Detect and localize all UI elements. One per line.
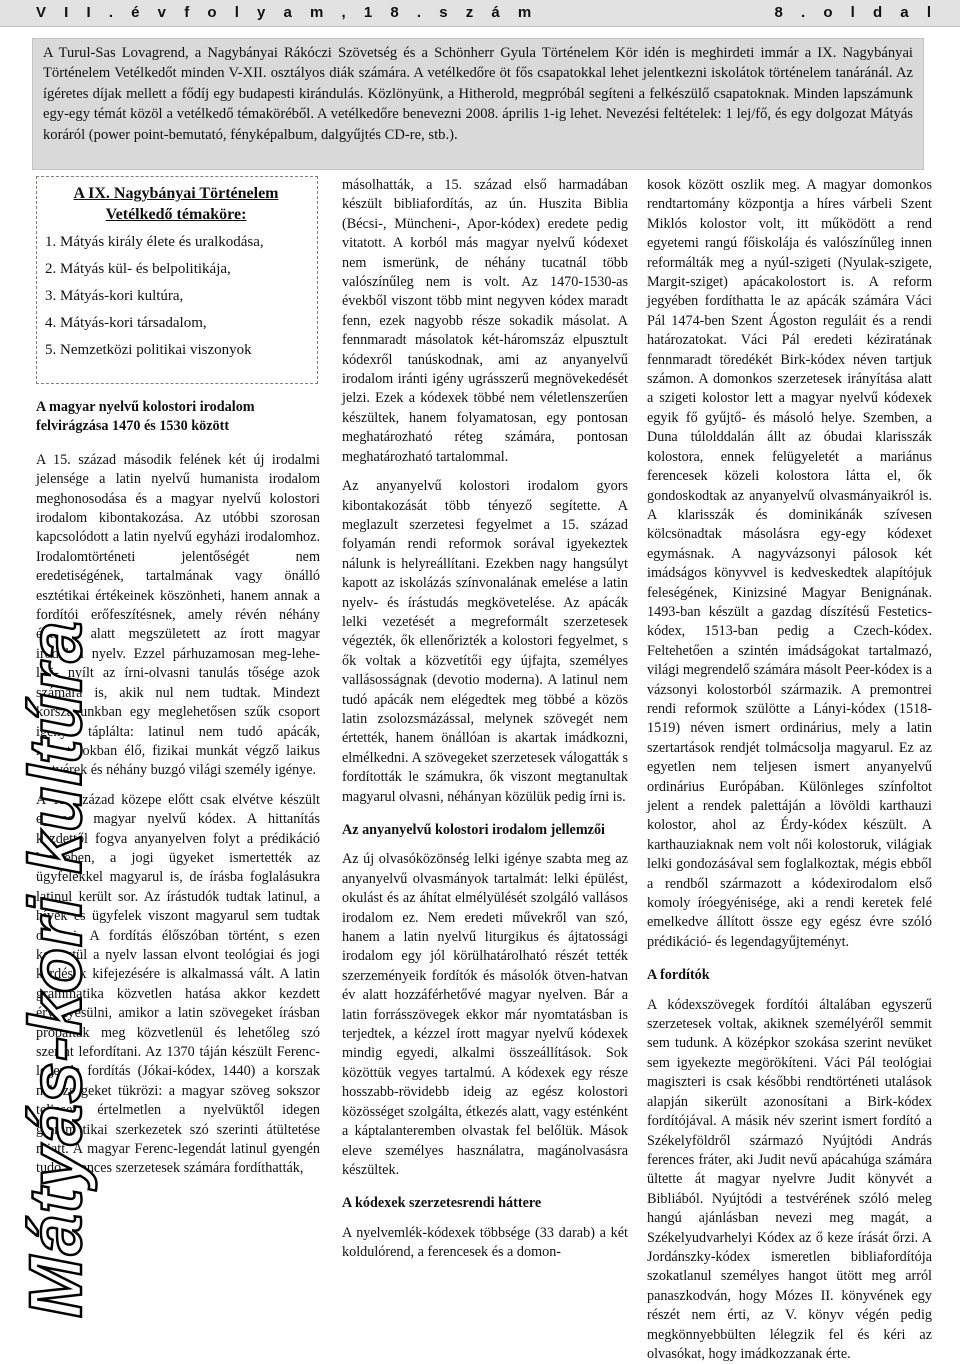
volume-issue-label: V I I . é v f o l y a m , 1 8 . s z á m [36,4,539,21]
column-2 [342,176,628,1263]
topic-item: 4. Mátyás-kori társadalom, [45,315,207,331]
article-paragraph: kosok között oszlik meg. A magyar domonkos rendtartomány központja a híres várbeli Szent Miklós kolostor volt, itt működött a rend egyetemi rangú főiskolája és valószínűleg innen reformálták meg a nyúl-szigeti (Nyulak-szigete, Margit-sziget) apácakolostort is. A reform jegyében fordíthatta le az apácák számára Váci Pál 1474-ben Szent Ágoston reguláit és a rendi határozatokat. Váci Pál eredeti kéziratának fennmaradt töredékét Birk-kódex néven tartjuk számon. A domonkos szerzetesek irányítása alatt a szigeti kolostor lett a magyar nyelvű kódexek egyik fő gyűjtő- és másoló helye. Szemben, a Duna túlolddalán állt az óbudai klarisszák kolostora, ennek felügyeletét a mariánus ferencesek közeli kolostora látta el, ők gondoskodtak az anyanyelvű olvasmányaikról is. A klarisszák és dominikánák szívesen kölcsönadtak másolásra egy-egy kódexet egymásnak. A nagyvázsonyi pálosok két imádságos könyvvel is kedveskedtek alapítójuk feleségének, Kinizsiné Magyar Benignának. 1493-ban készült a gazdag díszítésű Festetics-kódex, 1513-ban pedig a Czech-kódex. Feltehetően a szintén imádságokat tartalmazó, világi megrendelő számára másolt Peer-kódex is a vázsonyi kolostorból származik. A premontrei rendi reformok szülötte a Lányi-kódex (1518-1519) néven ismert ordinárius, mely a latin szertartások rendjét tolmácsolja magyarul. Ez az egyetlen nem teljesen ismert anyanyelvű ordinárius Európában. Különleges színfoltot jelent a rendek palettáján a lövöldi karthauzi kolostor, ahol az Érdy-kódex készült. A karthauziaknak nem volt női kolostoruk, világiak lelki gondozásával sem foglalkoztak, mégis ebből a rendből származott a kódexirodalom első komoly íróegyénisége, aki a rendi keretek felé emelkedve állított össze egy egész évre szóló prédikáció- és legendagyűjteményt. [647,177,932,950]
announcement-text: A Turul-Sas Lovagrend, a Nagybányai Rákóczi Szövetség és a Schönherr Gyula Történelem Kör idén is meghirdeti immár a IX. Nagybányai Történelem Vetélkedőt minden V-XII. osztályos diák számára. A vetélkedőre öt fős csapatokkal lehet jelentkezni iskolátok történelem tanáránál. Az ígéretes díjak mellett a fődíj egy budapesti kirándulás. Közlönyünk, a Hitherold, megpróbál segíteni a felkészülő csapatoknak. Minden lapszámunk egy-egy témát közöl a vetélkedő témaköréből. A vetélkedőre benevezni 2008. április 1-ig lehet. Nevezési feltételek: 1 lej/fő, és egy dolgozat Mátyás koráról (power point-bemutató, fényképalbum, dalgyűjtés CD-re, stb.). [43,45,913,143]
announcement-box [32,38,924,170]
section-heading: Az anyanyelvű kolostori irodalom jellemzői [342,822,605,838]
article-paragraph: A 15. század közepe előtt csak elvétve készült egy-egy magyar nyelvű kódex. A hittanítás kezdettől fogva anyanyelven folyt a prédikáció keretében, a jogi ügyeket ismertették az ügyfelekkel magyarul is, de írásba foglalásukra latinul került sor. Az írástudók tudtak latinul, a hívek és ügyfelek viszont magyarul sem tudtak olvasni. A fordítás élőszóban történt, s ezen keresztül a nyelv lassan elvont teológiai és jogi kérdések kifejezésére is alkalmassá vált. A latin grammatika közvetlen hatása akkor kezdett érvényesülni, amikor a latin szövegeket írásban próbálták meg közvetlenül és lehetőleg szó szerint lefordítani. Az 1370 táján készült Ferenc-legenda fordítás (Jókai-kódex, 1440) a korszak nehézségeket tükrözi: a magyar szöveg sokszor teljesen értelmetlen a nyelvüktől idegen grammatikai szerkezetek szó szerinti átültetése miatt. A magyar Ferenc-legendát latinul gyengén tudó ferences szerzetesek számára fordíthatták, [36,791,320,1177]
column-3 [647,176,932,1364]
article-paragraph: Az anyanyelvű kolostori irodalom gyors kibontakozását több tényező segítette. A meglazult szerzetesi fegyelmet a 15. század folyamán rendi reformok sorával igyekeztek nálunk is helyreállítani. Ezekben nagy hangsúlyt kapott az iskolázás színvonalának emelése a latin nyelv- és írástudás megkövetelése. Az apácák lelki vezetését a megreformált szerzetesek végezték, ők ellenőrizték a kolostori fegyelmet, s ők voltak a közvetítői egy újfajta, személyes vallásosságnak (devotio moderna). A latinul nem tudó apácák nem elégedtek meg többé a közös latin zsolozsmázással, melynek szövegét nem értették, hanem önállóan is akartak imádkozni, elmélkedni. A szövegeket szerzetesek válogatták s fordították le számukra, ők viszont megtanultak magyarul olvasni, néhányan közülük pedig írni is. [342,478,628,805]
topic-item: 2. Mátyás kül- és belpolitikája, [45,261,231,277]
topic-item: 5. Nemzetközi politikai viszonyok [45,342,252,358]
article-paragraph: A 15. század második felének két új irodalmi jelensége a latin nyelvű humanista irodalom meghonosodása és a magyar nyelvű kolostori irodalom kibontakozása. Az utóbbi szorosan kapcsolódott a latin nyelvű egyházi irodalomhoz. Irodalomtörténeti jelentőségét nem eredetiségének, tartalmának vagy önálló esztétikai értékeinek köszönheti, hanem annak a fordítói erőfeszítésnek, amely révén néhány évtized alatt megszületett az írott magyar irodalmi nyelv. Ezzel párhuzamosan meg-lehe-lati- nyílt az írni-olvasni tanulás tősége azok számára is, akik nul nem tudtak. Mindezt korszakunkban egy meglehetősen szűk csoport igénye táplálta: latinul nem tudó apácák, kolostorokban élő, fizikai munkát végző laikus testvérek és néhány buzgó világi személy igénye. [36,451,320,779]
page-number-label: 8 . o l d a l [774,4,938,21]
section-heading: A fordítók [647,967,710,984]
topic-item: 1. Mátyás király élete és uralkodása, [45,234,264,250]
section-heading: A kódexek szerzetesrendi háttere [342,1195,542,1212]
topics-box [36,176,318,384]
article-paragraph: A kódexszövegek fordítói általában egyszerű szerzetesek voltak, akiknek személyéről semmit sem tudunk. A középkor szokása szerint nevüket sem igyekezte megörökíteni. Váci Pál teológiai magiszteri is csak későbbi rendtörténeti utalások alapján sikerült azonosítani a Birk-kódex fordítójával. A másik név szerint ismert fordító a Székelyföldről származó Nyújtódi András ferences fráter, aki Judit nevű apácahúga számára ültette át magyar nyelvre Judit könyvét a Bibliából. Nyújtódi a testvérének szóló meleg hangú ajánlásban nevezi meg magát, a Székelyudvarhelyi Kódex az ő keze írását őrzi. A Jordánszky-kódex ismeretlen bibliafordítója szokatlanul személyes hangot ütött meg arról panaszkodván, hogy Mózes II. könyvének egy részét nem érti, az V. könyv végén pedig megkönnyebbülten lélegzik fel és kéri az olvasókat, hogy imádkozzanak érte. [647,996,932,1362]
article-paragraph: Az új olvasóközönség lelki igénye szabta meg az anyanyelvű olvasmányok tartalmát: lelki épülést, okulást és az áhítat elmélyülését szolgáló vallásos irodalom ez. Nem eredeti művekről van szó, hanem a latin nyelvű liturgikus és ájtatossági irodalom egy jól körülhatárolható részét tették szerzeményeik fordítók és másolók ötven-hatvan év alatt hozzáférhetővé magyar nyelven. Bár a latin forrásszövegek ekkor már nyomtatásban is terjedtek, a kézzel írott magyar nyelvű kódexek mindig egyedi, alkalmi összeállítások. Sok közöttük vegyes tartalmú. A kódexek egy része hosszabb-rövidebb ideig az egész kolostori közösséget szolgálta, étkezés alatt, vagy esténként a káptalanteremben olvastak fel belőlük. Mások eleve személyes használatra, magánolvasásra készültek. [342,851,628,1178]
topics-title: A IX. Nagybányai Történelem Vetélkedő témaköre: [73,185,279,223]
article-paragraph: másolhatták, a 15. század első harmadában készült bibliafordítás, az ún. Huszita Biblia (Bécsi-, Müncheni-, Apor-kódex) eredete pedig vitatott. A korból más magyar nyelvű kódexet nem ismerünk, de néhány tucatnál több valószínűleg nem is volt. Az 1470-1530-as évekből viszont több mint negyven kódex maradt fenn, ezek nagyobb része sokadik másolat. A fennmaradt másolatok két-háromszáz elpusztult kódexről tanúskodnak, ami az anyanyelvű irodalom iránti igény ugrásszerű megnövekedését jelzi. Ezek a kódexek többé nem véletlenszerűen készültek, hanem folyamatosan, egy pontosan meghatározható réteg számára, pontosan meghatározható tartalommal. [342,177,628,465]
topic-item: 3. Mátyás-kori kultúra, [45,288,184,304]
vertical-section-title: Mátyás-kori kultúra [14,620,97,1318]
article-paragraph: A nyelvemlék-kódexek többsége (33 darab) a két koldulórend, a ferencesek és a domon- [342,1224,628,1261]
article-heading: A magyar nyelvű kolostori irodalom felvirágzása 1470 és 1530 között [36,399,255,435]
page-header-bar [0,0,960,27]
